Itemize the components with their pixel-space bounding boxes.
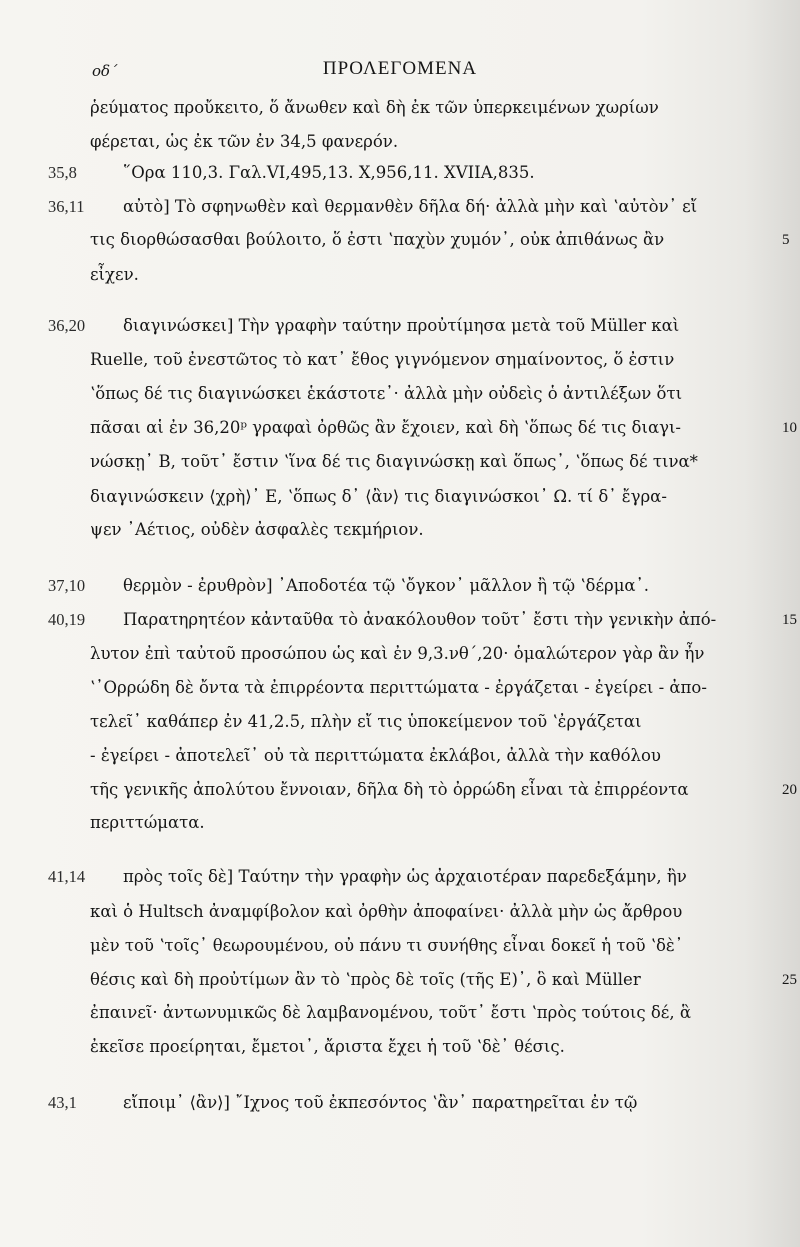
text-line: διαγινώσκειν ⟨χρὴ⟩᾽ E, ʽὅπως δ᾽ ⟨ἂν⟩ τις διαγινώσκοι᾽ Ω. τί δ᾽ ἔγρα- <box>90 487 667 506</box>
text-line: θερμὸν - ἐρυθρὸν] ᾽Αποδοτέα τῷ ʽὄγκον᾽ μᾶλλον ἢ τῷ ʽδέρμα᾽. <box>123 576 650 595</box>
text-line: διαγινώσκει] Τὴν γραφὴν ταύτην προὐτίμησα μετὰ τοῦ Müller καὶ <box>123 316 680 335</box>
text-line: πᾶσαι αἱ ἐν 36,20ᵖ γραφαὶ ὀρθῶς ἂν ἔχοιεν, καὶ δὴ ʽὅπως δέ τις διαγι- <box>90 418 681 437</box>
text-line: εἶχεν. <box>90 265 139 284</box>
text-line: Παρατηρητέον κἀνταῦθα τὸ ἀνακόλουθον τοῦτ᾽ ἔστι τὴν γενικὴν ἀπό- <box>123 610 717 629</box>
text-line: νώσκῃ᾽ B, τοῦτ᾽ ἔστιν ʽἵνα δέ τις διαγινώσκῃ καὶ ὅπως᾽, ʽὅπως δέ τινα* <box>90 452 698 471</box>
text-line: θέσις καὶ δὴ προὐτίμων ἂν τὸ ʽπρὸς δὲ τοῖς (τῆς E)᾽, ὃ καὶ Müller <box>90 970 641 989</box>
text-line: ῞Ορα 110,3. Γαλ.VI,495,13. X,956,11. XVIIA,835. <box>123 163 535 182</box>
text-line: τις διορθώσασθαι βούλοιτο, ὅ ἐστι ʽπαχὺν χυμόν᾽, οὐκ ἀπιθάνως ἂν <box>90 230 665 249</box>
text-line: ʽὅπως δέ τις διαγινώσκει ἑκάστοτε᾽· ἀλλὰ μὴν οὐδεὶς ὁ ἀντιλέξων ὅτι <box>90 384 683 403</box>
line-reference: 36,11 <box>48 197 85 216</box>
text-line: καὶ ὁ Hultsch ἀναμφίβολον καὶ ὀρθὴν ἀποφαίνει· ἀλλὰ μὴν ὡς ἄρθρου <box>90 902 683 921</box>
text-line: - ἐγείρει - ἀποτελεῖ᾽ οὐ τὰ περιττώματα ἐκλάβοι, ἀλλὰ τὴν καθόλου <box>90 746 661 765</box>
line-reference: 40,19 <box>48 610 86 629</box>
text-line: ἐκεῖσε προείρηται, ἔμετοι᾽, ἄριστα ἔχει ἡ τοῦ ʽδὲ᾽ θέσις. <box>90 1037 565 1056</box>
text-line: τελεῖ᾽ καθάπερ ἐν 41,2.5, πλὴν εἴ τις ὑποκείμενον τοῦ ʽἐργάζεται <box>90 712 642 731</box>
margin-line-number: 15 <box>782 612 797 628</box>
margin-line-number: 10 <box>782 420 797 436</box>
text-line: φέρεται, ὡς ἐκ τῶν ἐν 34,5 φανερόν. <box>90 132 399 151</box>
line-reference: 36,20 <box>48 316 86 335</box>
text-line: ῥεύματος προὔκειτο, ὅ ἄνωθεν καὶ δὴ ἐκ τῶν ὑπερκειμένων χωρίων <box>90 98 659 117</box>
line-reference: 43,1 <box>48 1093 77 1112</box>
margin-line-number: 20 <box>782 782 797 798</box>
running-header: ΠΡΟΛΕΓΟΜΕΝΑ <box>322 58 478 79</box>
text-line: περιττώματα. <box>90 813 205 832</box>
text-line: τῆς γενικῆς ἀπολύτου ἔννοιαν, δῆλα δὴ τὸ ὀρρώδη εἶναι τὰ ἐπιρρέοντα <box>90 780 689 799</box>
text-line: λυτον ἐπὶ ταὐτοῦ προσώπου ὡς καὶ ἐν 9,3.νθ΄,20· ὁμαλώτερον γὰρ ἂν ἦν <box>90 644 705 663</box>
text-line: εἴποιμ᾽ ⟨ἂν⟩] ῎Ιχνος τοῦ ἐκπεσόντος ʽἂν᾽ παρατηρεῖται ἐν τῷ <box>123 1093 638 1112</box>
margin-line-number: 25 <box>782 972 797 988</box>
line-reference: 35,8 <box>48 163 77 182</box>
text-line: μὲν τοῦ ʽτοῖς᾽ θεωρουμένου, οὐ πάνυ τι συνήθης εἶναι δοκεῖ ἡ τοῦ ʽδὲ᾽ <box>90 936 684 955</box>
text-line: αὐτὸ] Τὸ σφηνωθὲν καὶ θερμανθὲν δῆλα δή· ἀλλὰ μὴν καὶ ʽαὐτὸν᾽ εἴ <box>123 197 698 216</box>
text-line: ἐπαινεῖ· ἀντωνυμικῶς δὲ λαμβανομένου, τοῦτ᾽ ἔστι ʽπρὸς τούτοις δέ, ἃ <box>90 1003 691 1022</box>
page-number: οδ΄ <box>92 62 118 80</box>
text-line: ʽ᾽Ορρώδη δὲ ὄντα τὰ ἐπιρρέοντα περιττώματα - ἐργάζεται - ἐγείρει - ἀπο- <box>90 678 707 697</box>
line-reference: 41,14 <box>48 867 86 886</box>
line-reference: 37,10 <box>48 576 86 595</box>
text-line: ψεν ᾽Αέτιος, οὐδὲν ἀσφαλὲς τεκμήριον. <box>90 520 424 539</box>
text-line: πρὸς τοῖς δὲ] Ταύτην τὴν γραφὴν ὡς ἀρχαιοτέραν παρεδεξάμην, ἣν <box>123 867 687 886</box>
text-line: Ruelle, τοῦ ἐνεστῶτος τὸ κατ᾽ ἔθος γιγνόμενον σημαίνοντος, ὅ ἐστιν <box>90 350 675 369</box>
margin-line-number: 5 <box>782 232 790 248</box>
